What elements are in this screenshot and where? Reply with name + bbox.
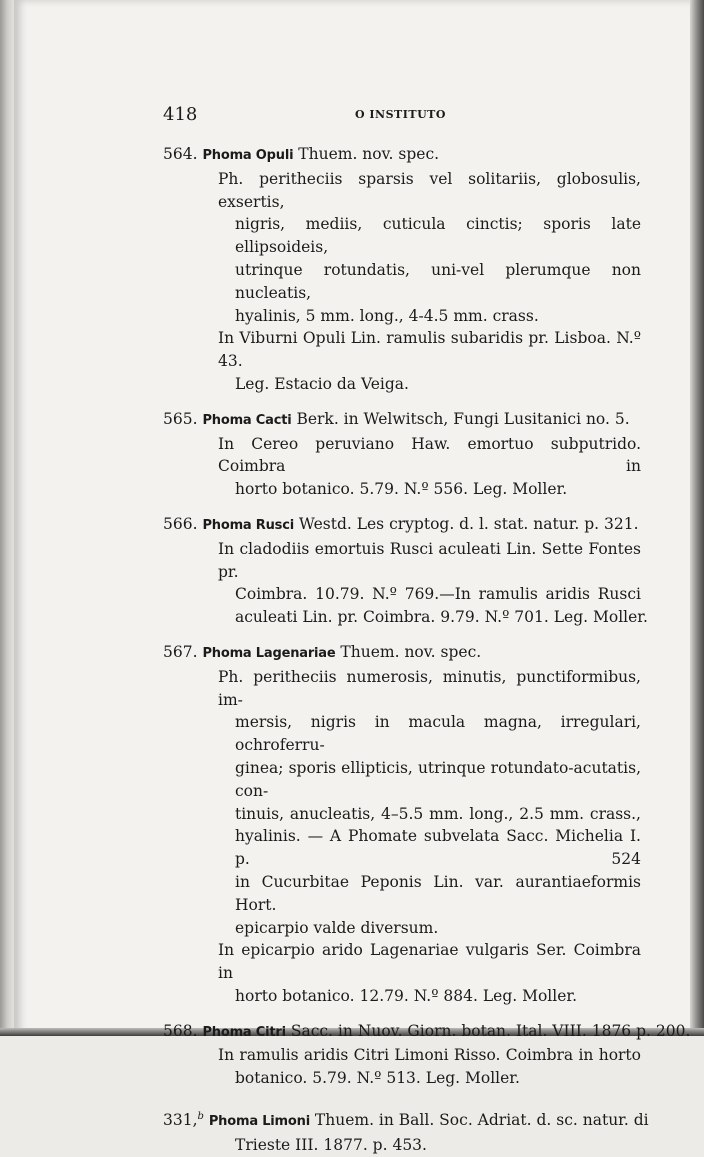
page-body — [163, 143, 691, 1157]
entry-text-line: botanico. 5.79. N.º 513. Leg. Moller. — [235, 1069, 520, 1088]
page-edge-shadow — [690, 0, 704, 1036]
entry-text-line: utrinque rotundatis, uni-vel plerumque non nucleatis, — [235, 260, 641, 302]
entry-text-line: In Cereo peruviano Haw. emortuo subputrido. Coimbra in — [218, 434, 641, 476]
entry-text-line: in Cucurbitae Peponis Lin. var. aurantiaeformis Hort. — [235, 872, 641, 914]
entry-text-line: Ph. peritheciis sparsis vel solitariis, globosulis, exsertis, — [218, 169, 641, 211]
page-header — [163, 104, 633, 128]
book-gutter-shadow — [0, 0, 14, 1036]
page-number: 418 — [163, 104, 198, 125]
entry-text-line: Coimbra. 10.79. N.º 769.—In ramulis aridis Rusci — [235, 585, 641, 604]
entry-heading: 566. Phoma Rusci Westd. Les cryptog. d. l. stat. natur. p. 321. — [163, 514, 639, 533]
entry-566 — [163, 513, 648, 629]
entry-text-line: hyalinis, 5 mm. long., 4-4.5 mm. crass. — [235, 306, 539, 325]
entry-331b — [163, 1106, 649, 1157]
entry-text-line: epicarpio valde diversum. — [235, 918, 439, 937]
entry-text-line: tinuis, anucleatis, 4–5.5 mm. long., 2.5 mm. crass., — [235, 804, 641, 823]
entry-text-line: ginea; sporis ellipticis, utrinque rotundato-acutatis, con- — [235, 758, 641, 800]
entry-text-line: Leg. Estacio da Veiga. — [235, 374, 409, 393]
entry-text-line: hyalinis. — A Phomate subvelata Sacc. Michelia I. p. 524 — [235, 827, 641, 869]
entry-text-line: In cladodiis emortuis Rusci aculeati Lin. Sette Fontes pr. — [218, 539, 641, 581]
entry-text-line: Trieste III. 1877. p. 453. — [235, 1136, 427, 1155]
entry-text-line: nigris, mediis, cuticula cinctis; sporis late ellipsoideis, — [235, 215, 641, 257]
entry-text-line: In epicarpio arido Lagenariae vulgaris Ser. Coimbra in — [218, 941, 641, 983]
entry-heading: 565. Phoma Cacti Berk. in Welwitsch, Fungi Lusitanici no. 5. — [163, 409, 630, 428]
entry-text-line: mersis, nigris in macula magna, irregulari, ochroferru- — [235, 713, 641, 755]
entry-text-line: In Viburni Opuli Lin. ramulis subaridis pr. Lisboa. N.º 43. — [218, 329, 641, 371]
entry-567 — [163, 641, 641, 1008]
entry-564 — [163, 143, 641, 396]
entry-text-line: In ramulis aridis Citri Limoni Risso. Coimbra in horto — [218, 1046, 641, 1065]
entry-heading: 564. Phoma Opuli Thuem. nov. spec. — [163, 145, 440, 163]
entry-heading: 331,$^b$ Phoma Limoni Thuem. in Ball. Soc. Adriat. d. sc. natur. di — [163, 1111, 649, 1130]
entry-heading: 568. Phoma Citri Sacc. in Nuov. Giorn. botan. Ital. VIII. 1876 p. 200. — [163, 1021, 691, 1040]
entry-565 — [163, 408, 641, 501]
entry-text-line: horto botanico. 12.79. N.º 884. Leg. Moller. — [235, 986, 578, 1005]
entry-text-line: horto botanico. 5.79. N.º 556. Leg. Moller. — [235, 480, 568, 499]
entry-text-line: Ph. peritheciis numerosis, minutis, punctiformibus, im- — [218, 667, 641, 709]
running-title: O INSTITUTO — [355, 108, 446, 121]
entry-heading: 567. Phoma Lagenariae Thuem. nov. spec. — [163, 642, 482, 661]
entry-text-line: aculeati Lin. pr. Coimbra. 9.79. N.º 701. Leg. Moller. — [235, 608, 648, 627]
entry-568 — [163, 1020, 691, 1090]
